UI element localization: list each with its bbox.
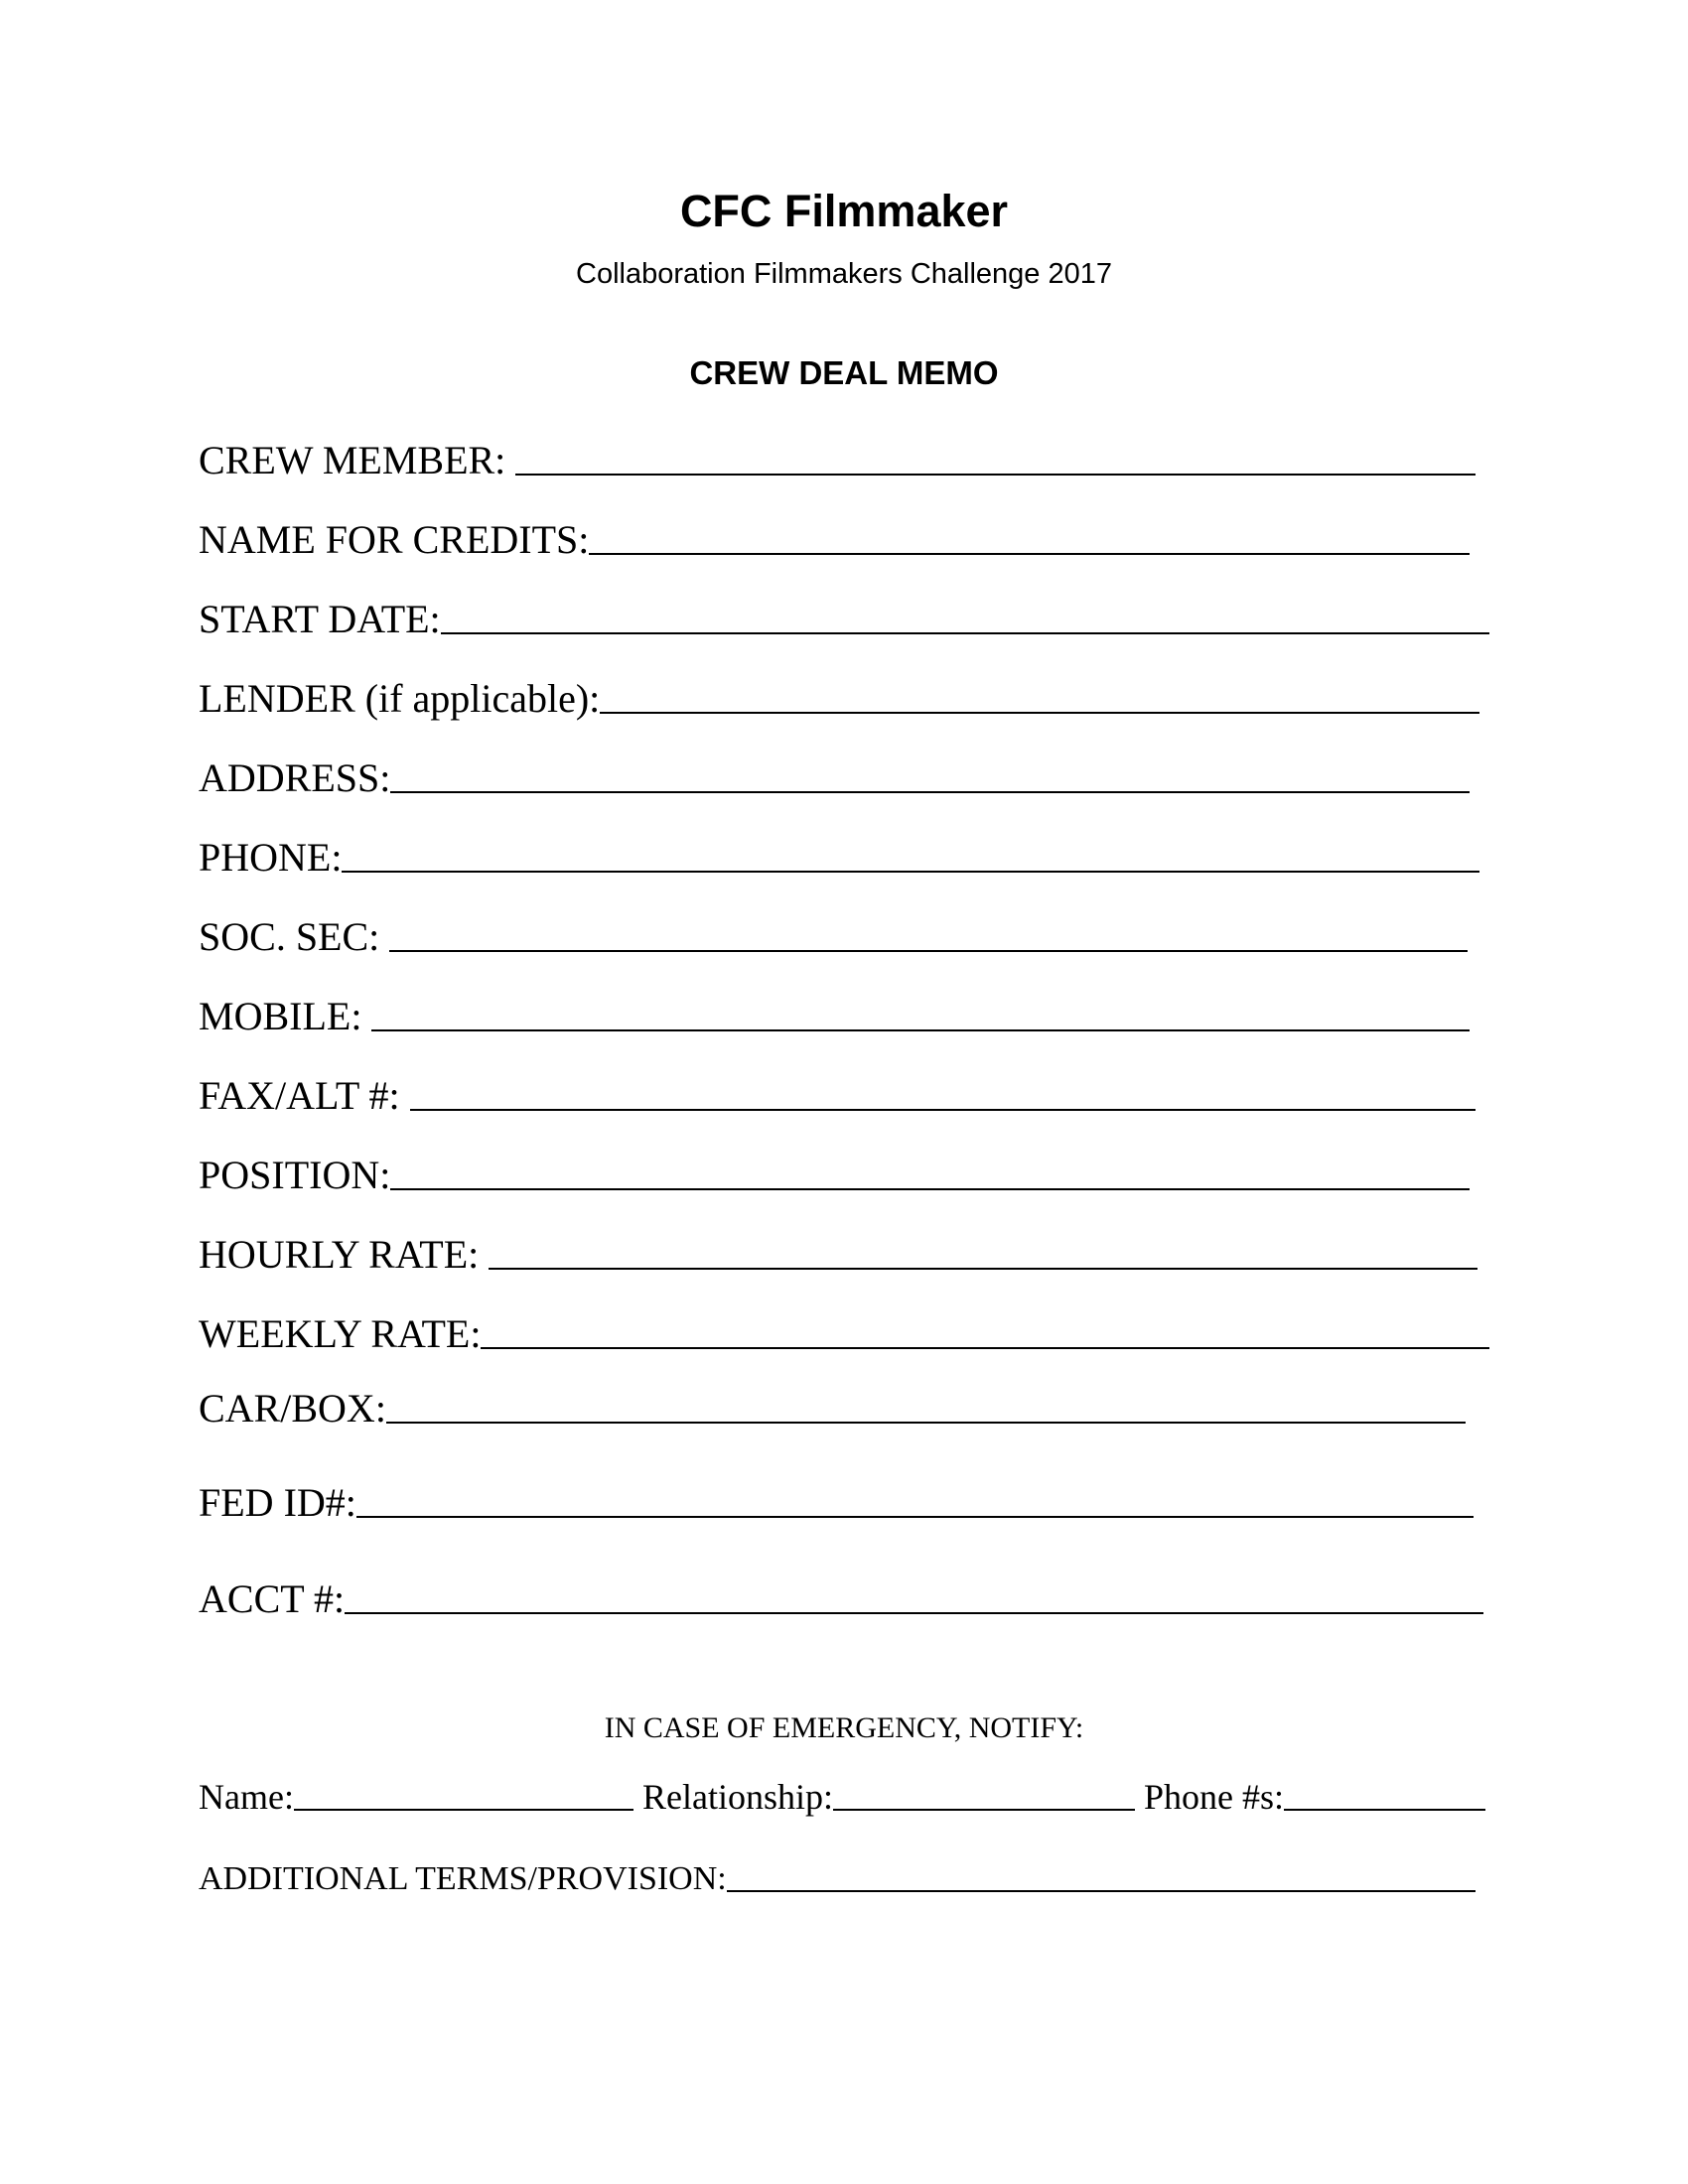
fax-alt-label: FAX/ALT #:: [199, 1073, 410, 1118]
mobile-label: MOBILE:: [199, 994, 372, 1038]
mobile-line[interactable]: [371, 1029, 1470, 1031]
start-date-label: START DATE:: [199, 597, 441, 641]
name-for-credits-label: NAME FOR CREDITS:: [199, 517, 590, 562]
start-date-field: [199, 591, 1489, 642]
address-field: [199, 750, 1470, 801]
crew-member-field: [199, 432, 1476, 483]
fed-id-line[interactable]: [356, 1516, 1474, 1518]
soc-sec-label: SOC. SEC:: [199, 914, 390, 959]
document-title: CFC Filmmaker: [679, 186, 1009, 236]
emergency-name-segment: [199, 1775, 633, 1819]
position-label: POSITION:: [199, 1153, 391, 1197]
emergency-name-line[interactable]: [294, 1809, 633, 1811]
fax-alt-line[interactable]: [410, 1109, 1476, 1111]
lender-line[interactable]: [600, 712, 1479, 714]
address-label: ADDRESS:: [199, 755, 391, 800]
phone-label: PHONE:: [199, 835, 343, 880]
emergency-relationship-label: Relationship:: [633, 1777, 833, 1817]
acct-line[interactable]: [345, 1612, 1483, 1614]
crew-member-line[interactable]: [515, 474, 1476, 476]
name-for-credits-field: [199, 511, 1470, 563]
emergency-contact-row: [199, 1767, 1485, 1819]
acct-field: [199, 1570, 1483, 1622]
fed-id-field: [199, 1474, 1474, 1526]
position-line[interactable]: [390, 1188, 1470, 1190]
name-for-credits-line[interactable]: [589, 553, 1470, 555]
acct-label: ACCT #:: [199, 1576, 346, 1621]
hourly-rate-label: HOURLY RATE:: [199, 1232, 490, 1277]
emergency-phone-line[interactable]: [1284, 1809, 1485, 1811]
document-subtitle: Collaboration Filmmakers Challenge 2017: [576, 258, 1112, 290]
start-date-line[interactable]: [441, 632, 1489, 634]
phone-line[interactable]: [342, 871, 1479, 873]
car-box-line[interactable]: [386, 1422, 1466, 1424]
additional-terms-label: ADDITIONAL TERMS/PROVISION:: [199, 1860, 727, 1897]
hourly-rate-field: [199, 1226, 1477, 1278]
address-line[interactable]: [390, 791, 1470, 793]
emergency-name-label: Name:: [199, 1777, 294, 1817]
car-box-field: [199, 1380, 1466, 1432]
weekly-rate-field: [199, 1305, 1489, 1357]
lender-label: LENDER (if applicable):: [199, 676, 601, 721]
emergency-phone-segment: [1135, 1775, 1485, 1819]
weekly-rate-label: WEEKLY RATE:: [199, 1311, 482, 1356]
soc-sec-line[interactable]: [389, 950, 1468, 952]
emergency-relationship-segment: [633, 1775, 1135, 1819]
car-box-label: CAR/BOX:: [199, 1386, 386, 1431]
crew-member-label: CREW MEMBER:: [199, 438, 516, 482]
fax-alt-field: [199, 1067, 1476, 1119]
emergency-heading: IN CASE OF EMERGENCY, NOTIFY:: [604, 1711, 1084, 1744]
phone-field: [199, 829, 1479, 881]
mobile-field: [199, 988, 1470, 1039]
emergency-phone-label: Phone #s:: [1134, 1777, 1284, 1817]
additional-terms-line[interactable]: [727, 1890, 1476, 1892]
hourly-rate-line[interactable]: [489, 1268, 1477, 1270]
soc-sec-field: [199, 908, 1468, 960]
fed-id-label: FED ID#:: [199, 1480, 356, 1525]
memo-heading: CREW DEAL MEMO: [689, 354, 999, 391]
additional-terms-field: [199, 1848, 1476, 1900]
weekly-rate-line[interactable]: [481, 1347, 1489, 1349]
position-field: [199, 1147, 1470, 1198]
emergency-relationship-line[interactable]: [833, 1809, 1135, 1811]
lender-field: [199, 670, 1479, 722]
